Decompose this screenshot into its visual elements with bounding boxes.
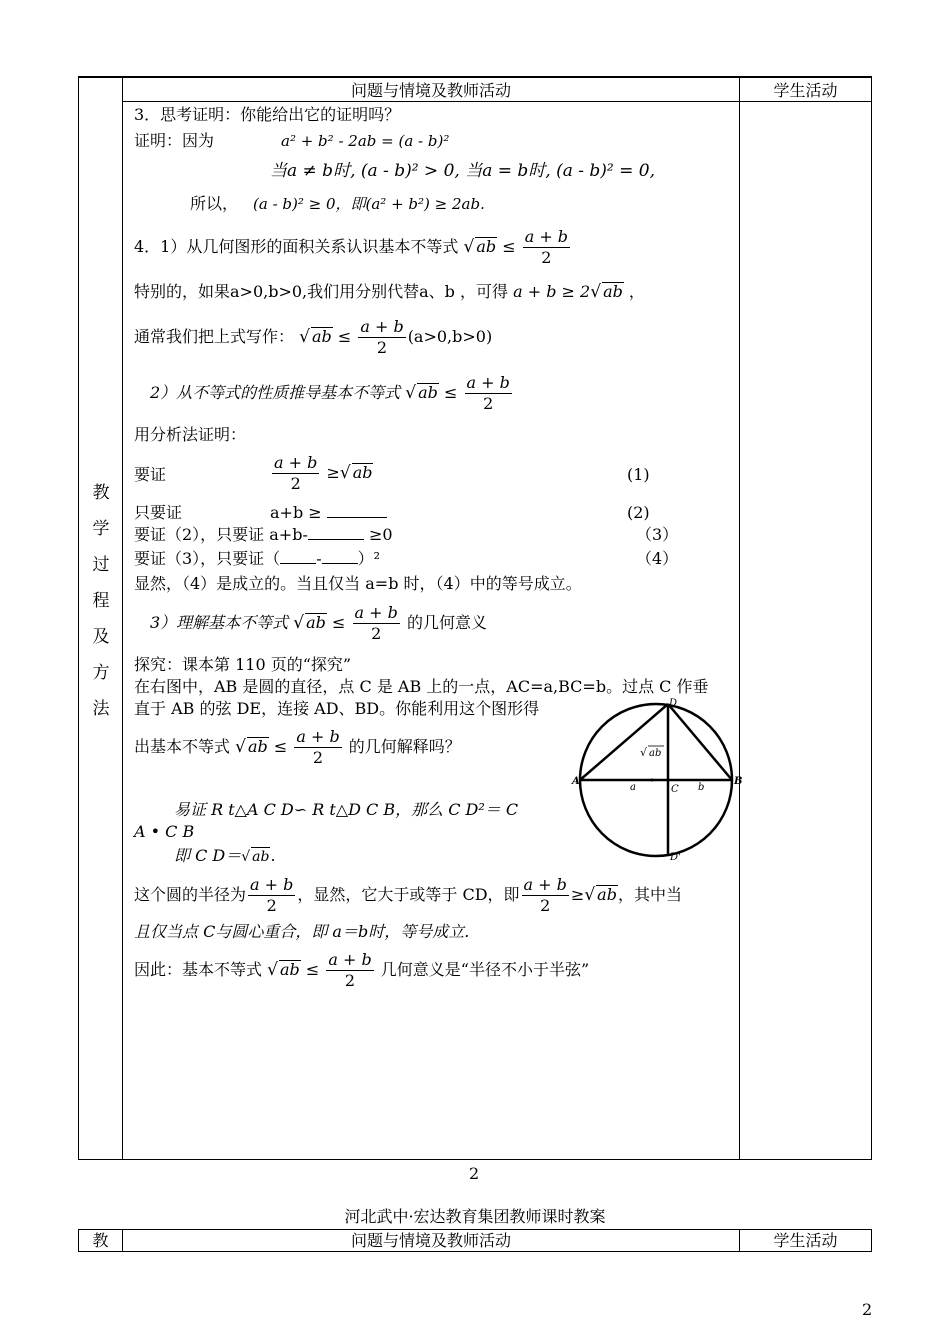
student-col-divider — [739, 77, 740, 1160]
section4-2-title — [150, 368, 514, 418]
sqrt-symbol: √ — [590, 282, 602, 302]
easy-proof-text3: 即 C D＝ — [174, 846, 242, 865]
section4-title-text: 4．1）从几何图形的面积关系认识基本不等式 — [134, 237, 459, 256]
label-a: a — [630, 782, 636, 793]
fraction-numerator: a + b — [354, 603, 398, 622]
side-label-char: 程 — [92, 591, 110, 611]
side-label-char: 方 — [92, 663, 110, 683]
fill-blank — [322, 563, 358, 564]
leq-symbol: ≤ — [305, 960, 320, 979]
sqrt-ab: ab — [306, 613, 326, 632]
easy-proof-line3: 即 C D＝√ ab. — [174, 846, 276, 865]
radius-text1: 这个圆的半径为 — [134, 885, 247, 904]
explore-question — [134, 722, 461, 772]
radius-mid: ，显然，它大于或等于 CD，即 — [297, 885, 520, 904]
top-border-thick — [78, 76, 872, 78]
sqrt-symbol: √ — [405, 383, 417, 403]
segment-AD — [580, 704, 668, 780]
sqrt-symbol: √ — [293, 613, 305, 633]
section4-3-tail: 的几何意义 — [406, 613, 487, 632]
sqrt-symbol: √ — [299, 327, 310, 347]
need-prove-4-text: 要证（3），只要证（ — [134, 549, 281, 568]
fraction-numerator: a + b — [524, 227, 569, 246]
leq-symbol: ≤ — [332, 613, 346, 632]
conclusion-text: 因此：基本不等式 — [134, 960, 263, 979]
fraction-numerator: a + b — [250, 875, 294, 894]
fraction-denominator: 2 — [344, 971, 356, 990]
radius-tail: ，其中当 — [617, 885, 682, 904]
fraction-a-plus-b-over-2 — [465, 373, 512, 414]
proof-eq3-prefix: 所以， — [190, 194, 239, 213]
explore-desc-line2: 直于 AB 的弦 DE，连接 AD、BD。你能利用这个图形得 — [134, 699, 540, 718]
fraction-denominator: 2 — [376, 338, 388, 357]
label-A: A — [572, 776, 580, 787]
explore-desc-line1: 在右图中，AB 是圆的直径，点 C 是 AB 上的一点，AC=a,BC=b。过点 C 作垂 — [134, 677, 709, 696]
fill-blank — [280, 563, 316, 564]
sqrt-ab: ab — [247, 737, 268, 756]
leq-symbol: ≤ — [502, 237, 516, 256]
school-title: 河北武中·宏达教育集团教师课时教案 — [344, 1207, 606, 1226]
explore-question-tail: 的几何解释吗？ — [348, 737, 461, 756]
easy-proof-text1: 易证 R t△A C D∽ R t△D C B，那么 C D²＝ C — [174, 800, 519, 819]
explore-title: 探究：课本第 110 页的“探究” — [134, 655, 352, 674]
side-label-char: 法 — [92, 699, 110, 719]
sqrt-ab: ab — [418, 383, 438, 402]
easy-proof-line2: A • C B — [134, 822, 195, 841]
analysis-method: 用分析法证明： — [134, 425, 247, 444]
sqrt-symbol: √ — [584, 885, 596, 905]
page-number-corner: 2 — [862, 1300, 873, 1319]
special-case-ineq: a + b ≥ 2 — [513, 282, 591, 301]
sqrt-ab: ab — [311, 327, 332, 346]
side-col-divider — [122, 77, 123, 1160]
fraction-denominator: 2 — [541, 248, 552, 267]
header-main-col: 问题与情境及教师活动 — [350, 81, 511, 100]
sqrt-ab: ab — [252, 849, 270, 865]
left-border — [78, 77, 79, 1160]
section4-3-text: 3）理解基本不等式 — [150, 613, 289, 632]
need-prove-1-label: 要证 — [134, 465, 167, 484]
radius-line2: 且仅当点 C与圆心重合，即 a＝b时，等号成立. — [134, 922, 470, 941]
side-label-char: 教 — [92, 483, 110, 503]
center-point — [651, 779, 654, 782]
right-border — [871, 77, 872, 1160]
special-case-text: 特别的，如果a>0,b>0,我们用分别代替a、b ，可得 — [134, 282, 508, 301]
proof-eq2: 当a ≠ b时, (a - b)² > 0, 当a = b时, (a - b)² = 0, — [270, 161, 655, 181]
sqrt-ab: ab — [476, 237, 497, 256]
geometry-figure — [572, 696, 743, 866]
need-prove-3-text: 要证（2），只要证 a+b- — [134, 525, 308, 544]
need-prove-1-number: (1) — [627, 465, 650, 484]
section4-2-text: 2）从不等式的性质推导基本不等式 — [150, 383, 401, 402]
radius-line1 — [134, 870, 682, 920]
sqrt-symbol: √ — [241, 849, 251, 865]
leq-symbol: ≤ — [273, 737, 288, 756]
need-prove-4 — [134, 549, 380, 569]
sqrt-ab: ab — [279, 960, 300, 979]
need-prove-2-label: 只要证 — [134, 503, 183, 522]
usual-form-cond: (a>0,b>0) — [407, 327, 493, 346]
need-prove-3-tail: ≥0 — [368, 525, 393, 544]
proof-eq1: a² + b² - 2ab = (a - b)² — [281, 132, 450, 150]
side-label-char: 过 — [92, 555, 110, 575]
need-prove-3-number: （3） — [636, 525, 679, 544]
fill-blank — [327, 517, 387, 518]
sqrt-symbol: √ — [339, 463, 351, 483]
need-prove-4-number: （4） — [636, 549, 679, 568]
sqrt-symbol: √ — [463, 237, 475, 257]
usual-form-text: 通常我们把上式写作： — [134, 327, 295, 346]
usual-form-line — [134, 312, 492, 362]
need-prove-4-tail: ）² — [357, 549, 381, 568]
next-header-main: 问题与情境及教师活动 — [350, 1231, 511, 1250]
next-header-student: 学生活动 — [773, 1231, 838, 1250]
fraction-denominator: 2 — [290, 474, 301, 493]
fraction-a-plus-b-over-2 — [522, 875, 569, 916]
easy-proof-line1 — [174, 800, 518, 820]
fraction-denominator: 2 — [312, 748, 324, 767]
label-E: D' — [670, 852, 681, 863]
label-b: b — [698, 782, 705, 793]
side-label-char: 学 — [92, 519, 110, 539]
label-sqrt-symbol: √ — [640, 746, 648, 759]
header-student-col: 学生活动 — [773, 81, 838, 100]
need-prove-2-number: (2) — [627, 503, 650, 522]
label-D: D — [669, 698, 678, 709]
page-number-center: 2 — [469, 1164, 480, 1183]
need-prove-3 — [134, 525, 393, 545]
fill-blank — [308, 539, 364, 540]
sqrt-symbol: √ — [235, 737, 246, 757]
fraction-a-plus-b-over-2 — [272, 453, 319, 494]
conclusion-line — [134, 945, 589, 995]
label-B: B — [734, 776, 743, 787]
sqrt-symbol: √ — [267, 960, 278, 980]
fraction-denominator: 2 — [371, 624, 382, 643]
explore-question-text: 出基本不等式 — [134, 737, 231, 756]
section3-title: 3．思考证明：你能给出它的证明吗？ — [134, 105, 401, 124]
special-case-line: 特别的，如果a>0,b>0,我们用分别代替a、b ，可得 a + b ≥ 2√ ab ， — [134, 282, 645, 302]
sqrt-ab: ab — [352, 463, 373, 482]
fraction-numerator: a + b — [360, 317, 404, 336]
fraction-numerator: a + b — [274, 453, 318, 472]
need-prove-2-expr — [270, 503, 387, 523]
proof-label: 证明：因为 — [134, 131, 215, 150]
sqrt-ab: ab — [597, 885, 617, 904]
fraction-numerator: a + b — [296, 727, 340, 746]
need-prove-2-text: a+b ≥ — [270, 503, 322, 522]
fraction-a-plus-b-over-2 — [358, 317, 405, 358]
fraction-numerator: a + b — [466, 373, 510, 392]
side-label-char: 及 — [92, 627, 110, 647]
fraction-numerator: a + b — [328, 950, 372, 969]
geq-symbol: ≥ — [570, 885, 585, 904]
fraction-a-plus-b-over-2 — [326, 950, 373, 991]
next-right-border — [871, 1229, 872, 1252]
need-prove-4-mid: - — [316, 549, 322, 568]
fraction-a-plus-b-over-2 — [248, 875, 295, 916]
next-header-side: 教 — [92, 1231, 109, 1250]
table-bottom-border — [78, 1159, 872, 1160]
fraction-a-plus-b-over-2 — [523, 227, 570, 268]
fraction-a-plus-b-over-2 — [294, 727, 341, 768]
leq-symbol: ≤ — [337, 327, 352, 346]
proof-eq3: (a - b)² ≥ 0，即(a² + b²) ≥ 2ab. — [253, 195, 485, 213]
geq-symbol: ≥ — [326, 463, 340, 482]
fraction-denominator: 2 — [540, 896, 551, 915]
fraction-numerator: a + b — [523, 875, 567, 894]
conclusion-tail: 几何意义是“半径不小于半弦” — [380, 960, 590, 979]
fraction-denominator: 2 — [266, 896, 277, 915]
label-sqrt-ab: ab — [649, 748, 662, 759]
section4-title — [134, 222, 572, 272]
leq-symbol: ≤ — [444, 383, 458, 402]
need-prove-1-expr — [270, 448, 373, 498]
sqrt-ab: ab — [603, 282, 623, 301]
obvious-statement: 显然，（4）是成立的。当且仅当 a=b 时，（4）中的等号成立。 — [134, 574, 582, 593]
label-C: C — [671, 784, 679, 795]
fraction-a-plus-b-over-2 — [353, 603, 400, 644]
fraction-denominator: 2 — [483, 394, 494, 413]
section4-3-title — [150, 598, 487, 648]
